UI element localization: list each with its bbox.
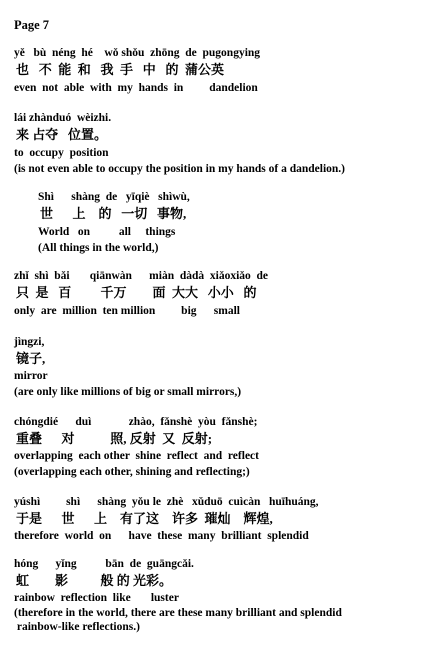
gloss-line: World on all things <box>38 226 176 238</box>
pinyin-line: Shì shàng de yīqiè shìwù, <box>38 191 190 203</box>
pinyin-line: yúshì shì shàng yǒu le zhè xǔduō cuìcàn huīhuáng, <box>14 496 319 508</box>
gloss-line: rainbow reflection like luster <box>14 592 179 604</box>
page-label: Page 7 <box>14 18 50 32</box>
pinyin-line: lái zhànduó wèizhi. <box>14 112 112 124</box>
translation-note: (All things in the world,) <box>38 242 159 254</box>
pinyin-line: hóng yǐng bān de guāngcǎi. <box>14 558 194 570</box>
translation-note: (is not even able to occupy the position in my hands of a dandelion.) <box>14 163 345 175</box>
hanzi-line: 来 占夺 位置。 <box>16 127 108 142</box>
pinyin-line: jìngzi, <box>14 336 45 348</box>
pinyin-line: yě bù néng hé wǒ shǒu zhōng de pugongying <box>14 47 261 59</box>
pinyin-line: zhǐ shì bǎi qiānwàn miàn dàdà xiǎoxiǎo de <box>14 270 269 282</box>
hanzi-line: 重叠 对 照, 反射 又 反射; <box>16 431 213 446</box>
translation-note: (are only like millions of big or small mirrors,) <box>14 386 242 398</box>
translation-note: (overlapping each other, shining and reflecting;) <box>14 466 250 478</box>
gloss-line: therefore world on have these many brilliant splendid <box>14 530 309 542</box>
hanzi-line: 世 上 的 一切 事物, <box>40 206 187 221</box>
translation-note: (therefore in the world, there are these many brilliant and splendid <box>14 607 342 619</box>
gloss-line: overlapping each other shine reflect and reflect <box>14 450 259 462</box>
hanzi-line: 只 是 百 千万 面 大大 小小 的 <box>16 285 257 300</box>
hanzi-line: 也 不 能 和 我 手 中 的 蒲公英 <box>16 62 225 77</box>
hanzi-line: 镜子, <box>16 351 46 366</box>
pinyin-line: chóngdié duì zhào, fǎnshè yòu fǎnshè; <box>14 416 258 428</box>
gloss-line: mirror <box>14 370 48 382</box>
hanzi-line: 虹 影 般 的 光彩。 <box>16 573 173 588</box>
translation-note: rainbow-like reflections.) <box>14 621 140 633</box>
gloss-line: even not able with my hands in dandelion <box>14 82 258 94</box>
gloss-line: only are million ten million big small <box>14 305 240 317</box>
gloss-line: to occupy position <box>14 147 109 159</box>
hanzi-line: 于是 世 上 有了这 许多 璀灿 辉煌, <box>16 511 273 526</box>
